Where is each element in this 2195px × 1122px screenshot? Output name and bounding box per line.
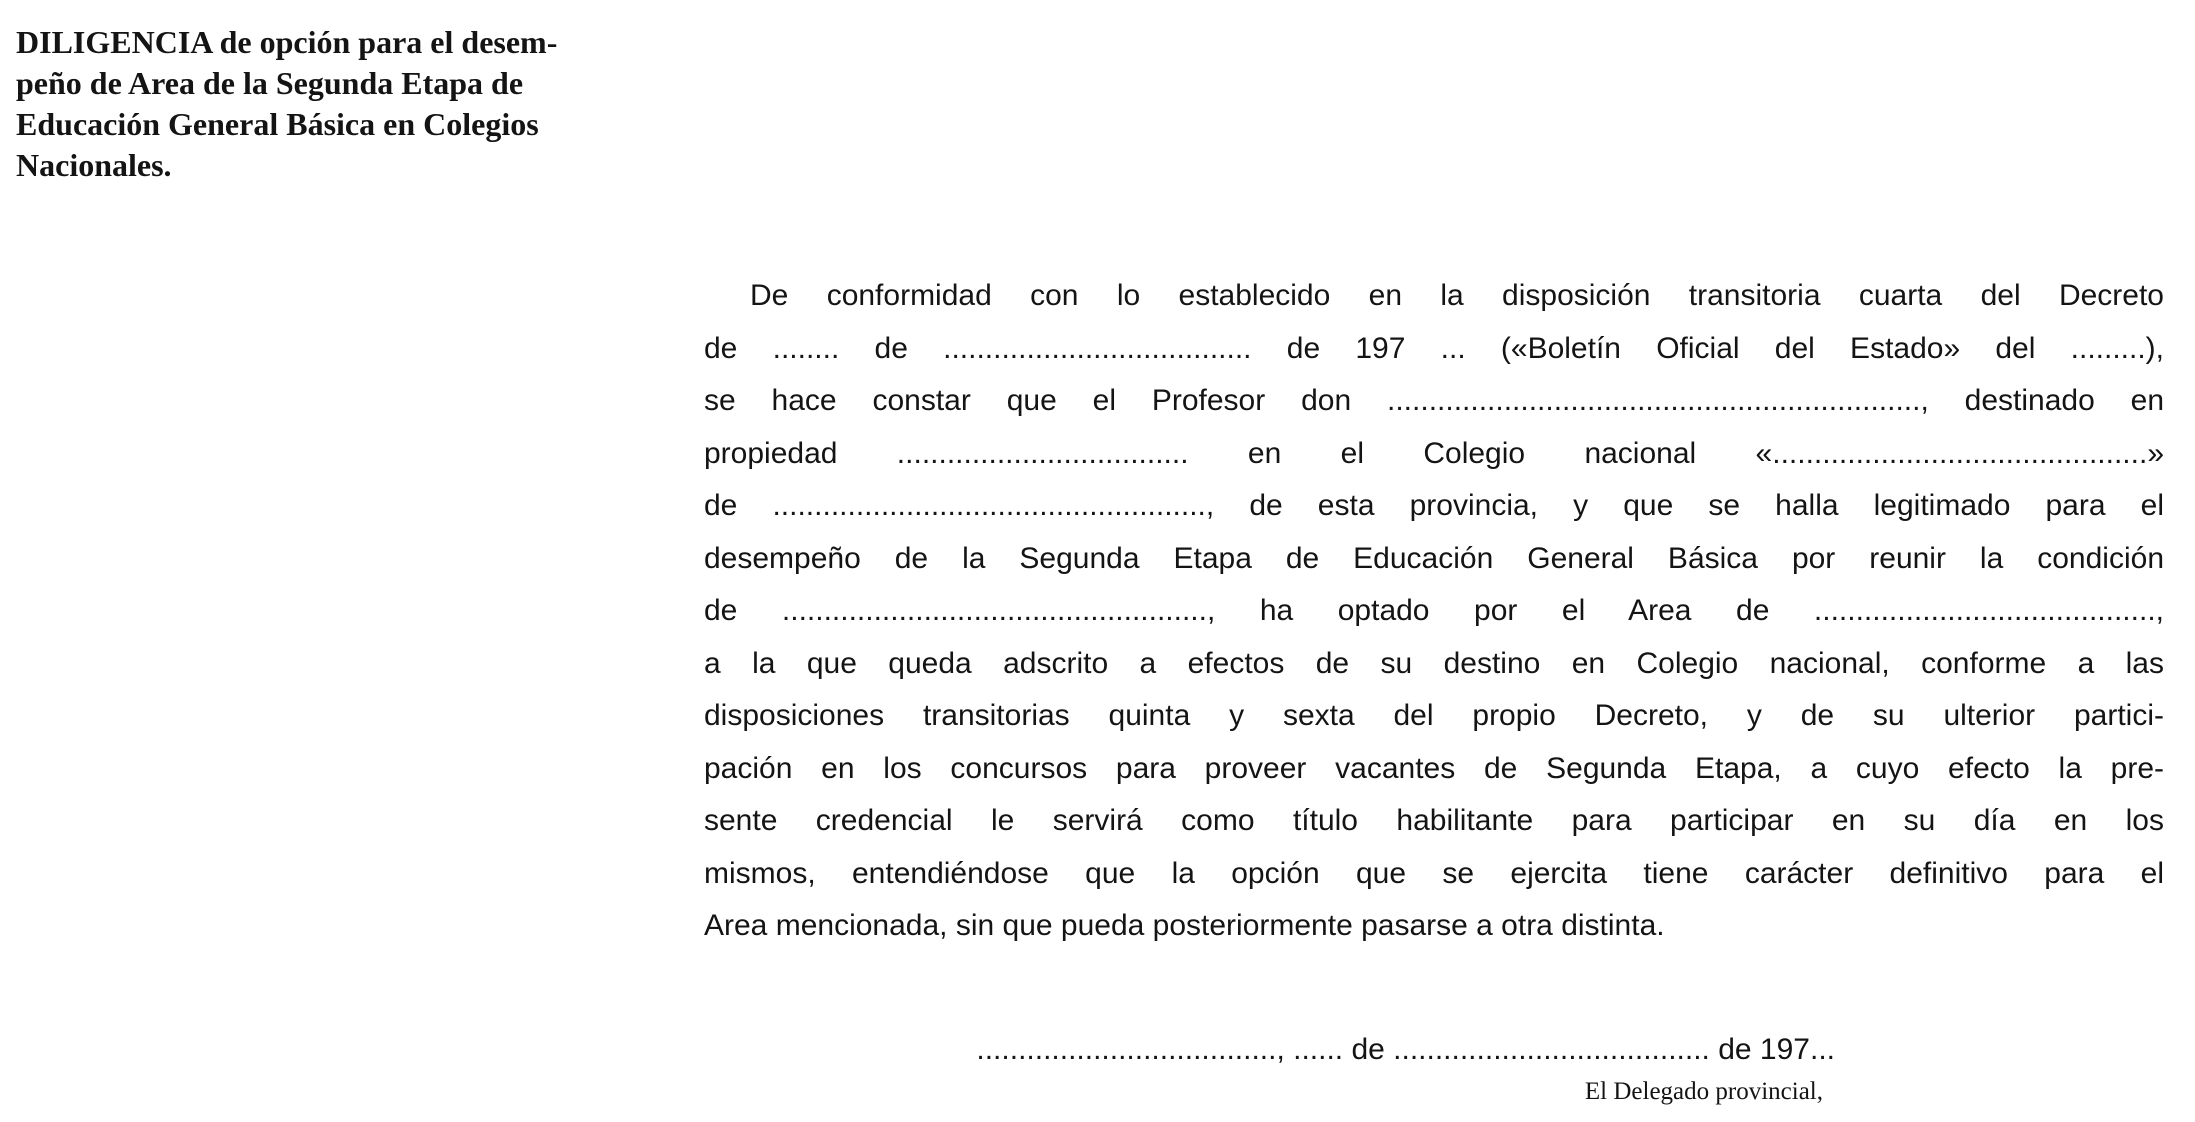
document-heading [16,22,706,186]
body-line: se hace constar que el Profesor don ................................................................, destinado en [704,384,2164,417]
body-line: disposiciones transitorias quinta y sexta del propio Decreto, y de su ulterior partici- [704,699,2164,732]
body-line: pación en los concursos para proveer vacantes de Segunda Etapa, a cuyo efecto la pre- [704,751,2164,785]
body-paragraph [704,270,2164,953]
signature-caption: El Delegado provincial, [1584,1078,1823,1105]
body-line: Area mencionada, sin que pueda posteriormente pasarse a otra distinta. [704,909,1665,942]
body-line: de ...................................................., de esta provincia, y que se halla legitimado para el [704,489,2164,522]
body-line: sente credencial le servirá como título habilitante para participar en su día en los [704,804,2164,837]
body-line: de ........ de ..................................... de 197 ... («Boletín Oficial del Estado» del .........), [704,331,2164,365]
body-line: De conformidad con lo establecido en la disposición transitoria cuarta del Decreto [750,279,2164,312]
body-line: mismos, entendiéndose que la opción que se ejercita tiene carácter definitivo para el [704,856,2164,890]
body-line: a la que queda adscrito a efectos de su destino en Colegio nacional, conforme a las [704,646,2164,680]
body-line: de ..................................................., ha optado por el Area de ........................................., [704,594,2164,627]
body-line: propiedad ................................... en el Colegio nacional «.............................................» [704,436,2164,470]
place-date-line: ...................................., ...... de ...................................... de 197... [976,1033,1835,1066]
heading-line: Educación General Básica en Colegios [16,106,539,142]
heading-line: Nacionales. [16,147,172,183]
heading-line: DILIGENCIA de opción para el desem- [16,24,558,60]
heading-line: peño de Area de la Segunda Etapa de [16,65,524,101]
body-line: desempeño de la Segunda Etapa de Educación General Básica por reunir la condición [704,541,2164,575]
